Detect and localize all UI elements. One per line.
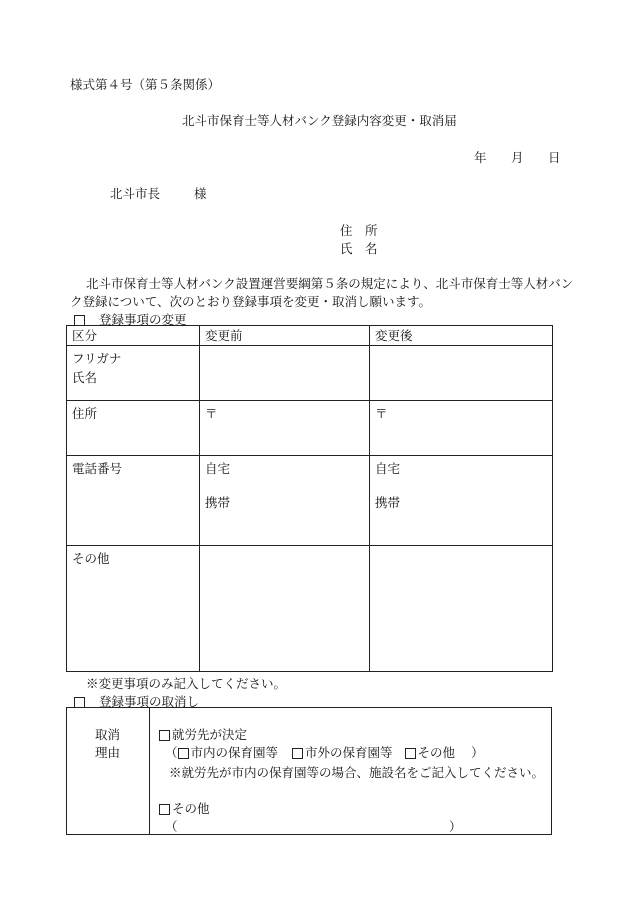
cancel-sub-options	[165, 743, 484, 761]
header-category: 区分	[67, 326, 200, 346]
section-cancel-label: 登録事項の取消し	[98, 694, 199, 709]
cancel-box	[66, 707, 552, 835]
open-paren: （	[165, 745, 178, 760]
phone-before-cell[interactable]	[200, 456, 370, 546]
addressee-honorific: 様	[194, 186, 207, 201]
cancel-other-open-paren: （	[165, 819, 178, 834]
checkbox-icon[interactable]	[178, 748, 189, 759]
table-row-phone	[67, 456, 553, 546]
addressee-name: 北斗市長	[110, 186, 161, 201]
home-label: 自宅	[375, 461, 401, 476]
body-text-line1: 北斗市保育士等人材バンク設置運営要綱第５条の規定により、北斗市保育士等人材バン	[86, 276, 574, 291]
sub-option-other: その他	[417, 745, 456, 760]
cancel-divider	[149, 708, 150, 834]
home-label: 自宅	[205, 461, 231, 476]
date-year: 年	[474, 150, 487, 165]
note-change: ※変更事項のみ記入してください。	[86, 676, 287, 691]
table-header-row	[67, 326, 553, 346]
checkbox-icon[interactable]	[292, 748, 303, 759]
table-row-address	[67, 401, 553, 456]
cancel-label-2: 理由	[95, 745, 121, 760]
date-month: 月	[511, 150, 524, 165]
phone-label: 電話番号	[67, 456, 200, 546]
table-row-name	[67, 346, 553, 401]
form-number: 様式第４号（第５条関係）	[70, 77, 221, 92]
furigana-label: フリガナ	[72, 351, 122, 366]
page-title: 北斗市保育士等人材バンク登録内容変更・取消届	[182, 113, 457, 128]
row-label-name	[67, 346, 200, 401]
cancel-note: ※就労先が市内の保育園等の場合、施設名をご記入してください。	[169, 765, 545, 780]
cancel-label-1: 取消	[95, 727, 121, 742]
option-employment-label: 就労先が決定	[172, 727, 248, 742]
cancel-other-close-paren: ）	[449, 819, 462, 834]
address-after-cell[interactable]	[370, 401, 553, 456]
name-label: 氏名	[72, 370, 98, 385]
option-other-label: その他	[172, 801, 210, 816]
mobile-label: 携帯	[205, 495, 231, 510]
header-before: 変更前	[200, 326, 370, 346]
close-paren: ）	[471, 745, 484, 760]
phone-after-cell[interactable]	[370, 456, 553, 546]
sub-option-outside-city: 市外の保育園等	[305, 745, 393, 760]
checkbox-icon[interactable]	[159, 804, 170, 815]
cancel-option-employment[interactable]	[159, 725, 247, 743]
name-before-cell[interactable]	[200, 346, 370, 401]
mobile-label: 携帯	[375, 495, 401, 510]
applicant-address-label: 住 所	[340, 223, 378, 238]
checkbox-icon[interactable]	[405, 748, 416, 759]
change-table	[66, 325, 553, 672]
section-change-label: 登録事項の変更	[98, 312, 187, 327]
other-before-cell[interactable]	[200, 546, 370, 672]
sub-option-inside-city: 市内の保育園等	[190, 745, 279, 760]
applicant-name-label: 氏 名	[340, 241, 378, 256]
cancel-option-other[interactable]	[159, 799, 210, 817]
body-text-line2: ク登録について、次のとおり登録事項を変更・取消し願います。	[70, 294, 432, 309]
address-before-cell[interactable]	[200, 401, 370, 456]
table-row-other	[67, 546, 553, 672]
other-after-cell[interactable]	[370, 546, 553, 672]
checkbox-icon[interactable]	[159, 730, 170, 741]
postal-mark: 〒	[375, 406, 388, 421]
address-label: 住所	[67, 401, 200, 456]
date-day: 日	[548, 150, 561, 165]
postal-mark: 〒	[205, 406, 218, 421]
name-after-cell[interactable]	[370, 346, 553, 401]
header-after: 変更後	[370, 326, 553, 346]
other-label: その他	[67, 546, 200, 672]
